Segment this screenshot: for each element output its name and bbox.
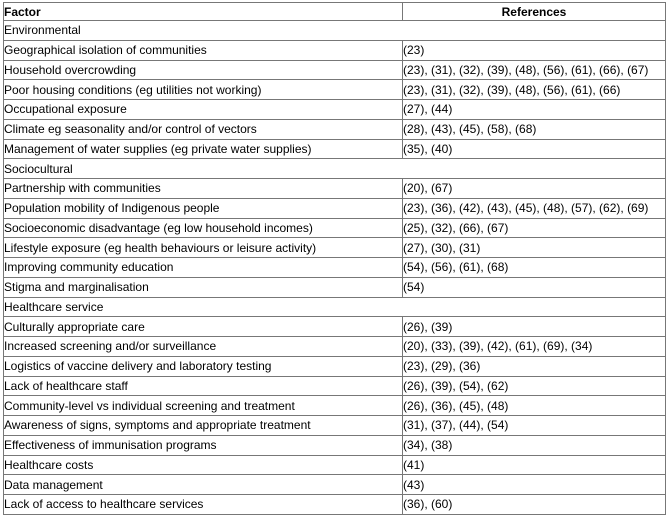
table-row xyxy=(4,119,666,139)
factor-cell: Effectiveness of immunisation programs xyxy=(4,435,403,455)
table-row xyxy=(4,179,666,199)
factor-cell: Population mobility of Indigenous people xyxy=(4,198,403,218)
factor-cell: Lifestyle exposure (eg health behaviours or leisure activity) xyxy=(4,238,403,258)
references-cell: (54), (56), (61), (68) xyxy=(403,258,666,278)
table-row xyxy=(4,40,666,60)
factor-cell: Data management xyxy=(4,475,403,495)
references-cell: (23), (31), (32), (39), (48), (56), (61), (66), (67) xyxy=(403,60,666,80)
factor-cell: Logistics of vaccine delivery and laboratory testing xyxy=(4,356,403,376)
references-cell: (31), (37), (44), (54) xyxy=(403,416,666,436)
section-title: Healthcare service xyxy=(4,297,666,317)
factor-cell: Increased screening and/or surveillance xyxy=(4,337,403,357)
table-row xyxy=(4,416,666,436)
table-row xyxy=(4,80,666,100)
factor-cell: Household overcrowding xyxy=(4,60,403,80)
references-cell: (41) xyxy=(403,455,666,475)
table-row xyxy=(4,455,666,475)
references-cell: (35), (40) xyxy=(403,139,666,159)
table-row xyxy=(4,100,666,120)
references-column-header: References xyxy=(403,3,666,21)
factors-table xyxy=(3,2,666,515)
table-row xyxy=(4,435,666,455)
factor-cell: Occupational exposure xyxy=(4,100,403,120)
table-row xyxy=(4,60,666,80)
references-cell: (36), (60) xyxy=(403,495,666,515)
references-cell: (27), (30), (31) xyxy=(403,238,666,258)
factor-cell: Healthcare costs xyxy=(4,455,403,475)
factor-cell: Culturally appropriate care xyxy=(4,317,403,337)
references-cell: (34), (38) xyxy=(403,435,666,455)
table-row xyxy=(4,337,666,357)
table-row xyxy=(4,475,666,495)
table-row xyxy=(4,139,666,159)
references-cell: (20), (67) xyxy=(403,179,666,199)
factor-cell: Lack of healthcare staff xyxy=(4,376,403,396)
references-cell: (25), (32), (66), (67) xyxy=(403,218,666,238)
factor-cell: Improving community education xyxy=(4,258,403,278)
factor-cell: Partnership with communities xyxy=(4,179,403,199)
references-cell: (54) xyxy=(403,277,666,297)
references-cell: (23), (36), (42), (43), (45), (48), (57), (62), (69) xyxy=(403,198,666,218)
table-row xyxy=(4,396,666,416)
section-row xyxy=(4,159,666,179)
factor-cell: Awareness of signs, symptoms and appropriate treatment xyxy=(4,416,403,436)
factor-cell: Geographical isolation of communities xyxy=(4,40,403,60)
references-cell: (26), (39), (54), (62) xyxy=(403,376,666,396)
table-body xyxy=(4,21,666,515)
references-cell: (23), (31), (32), (39), (48), (56), (61), (66) xyxy=(403,80,666,100)
references-cell: (26), (36), (45), (48) xyxy=(403,396,666,416)
table-row xyxy=(4,218,666,238)
table-row xyxy=(4,376,666,396)
section-row xyxy=(4,21,666,41)
header-row xyxy=(4,3,666,21)
factor-cell: Climate eg seasonality and/or control of vectors xyxy=(4,119,403,139)
references-cell: (23), (29), (36) xyxy=(403,356,666,376)
references-cell: (27), (44) xyxy=(403,100,666,120)
references-cell: (20), (33), (39), (42), (61), (69), (34) xyxy=(403,337,666,357)
table-row xyxy=(4,495,666,515)
table-row xyxy=(4,198,666,218)
factor-cell: Lack of access to healthcare services xyxy=(4,495,403,515)
table-row xyxy=(4,277,666,297)
factor-cell: Management of water supplies (eg private water supplies) xyxy=(4,139,403,159)
references-cell: (26), (39) xyxy=(403,317,666,337)
table-row xyxy=(4,238,666,258)
table-row xyxy=(4,317,666,337)
factor-column-header: Factor xyxy=(4,3,403,21)
factor-cell: Community-level vs individual screening and treatment xyxy=(4,396,403,416)
section-title: Environmental xyxy=(4,21,666,41)
table-row xyxy=(4,258,666,278)
section-row xyxy=(4,297,666,317)
section-title: Sociocultural xyxy=(4,159,666,179)
factor-cell: Socioeconomic disadvantage (eg low household incomes) xyxy=(4,218,403,238)
references-cell: (23) xyxy=(403,40,666,60)
factor-cell: Stigma and marginalisation xyxy=(4,277,403,297)
factor-cell: Poor housing conditions (eg utilities not working) xyxy=(4,80,403,100)
references-cell: (28), (43), (45), (58), (68) xyxy=(403,119,666,139)
table-row xyxy=(4,356,666,376)
references-cell: (43) xyxy=(403,475,666,495)
